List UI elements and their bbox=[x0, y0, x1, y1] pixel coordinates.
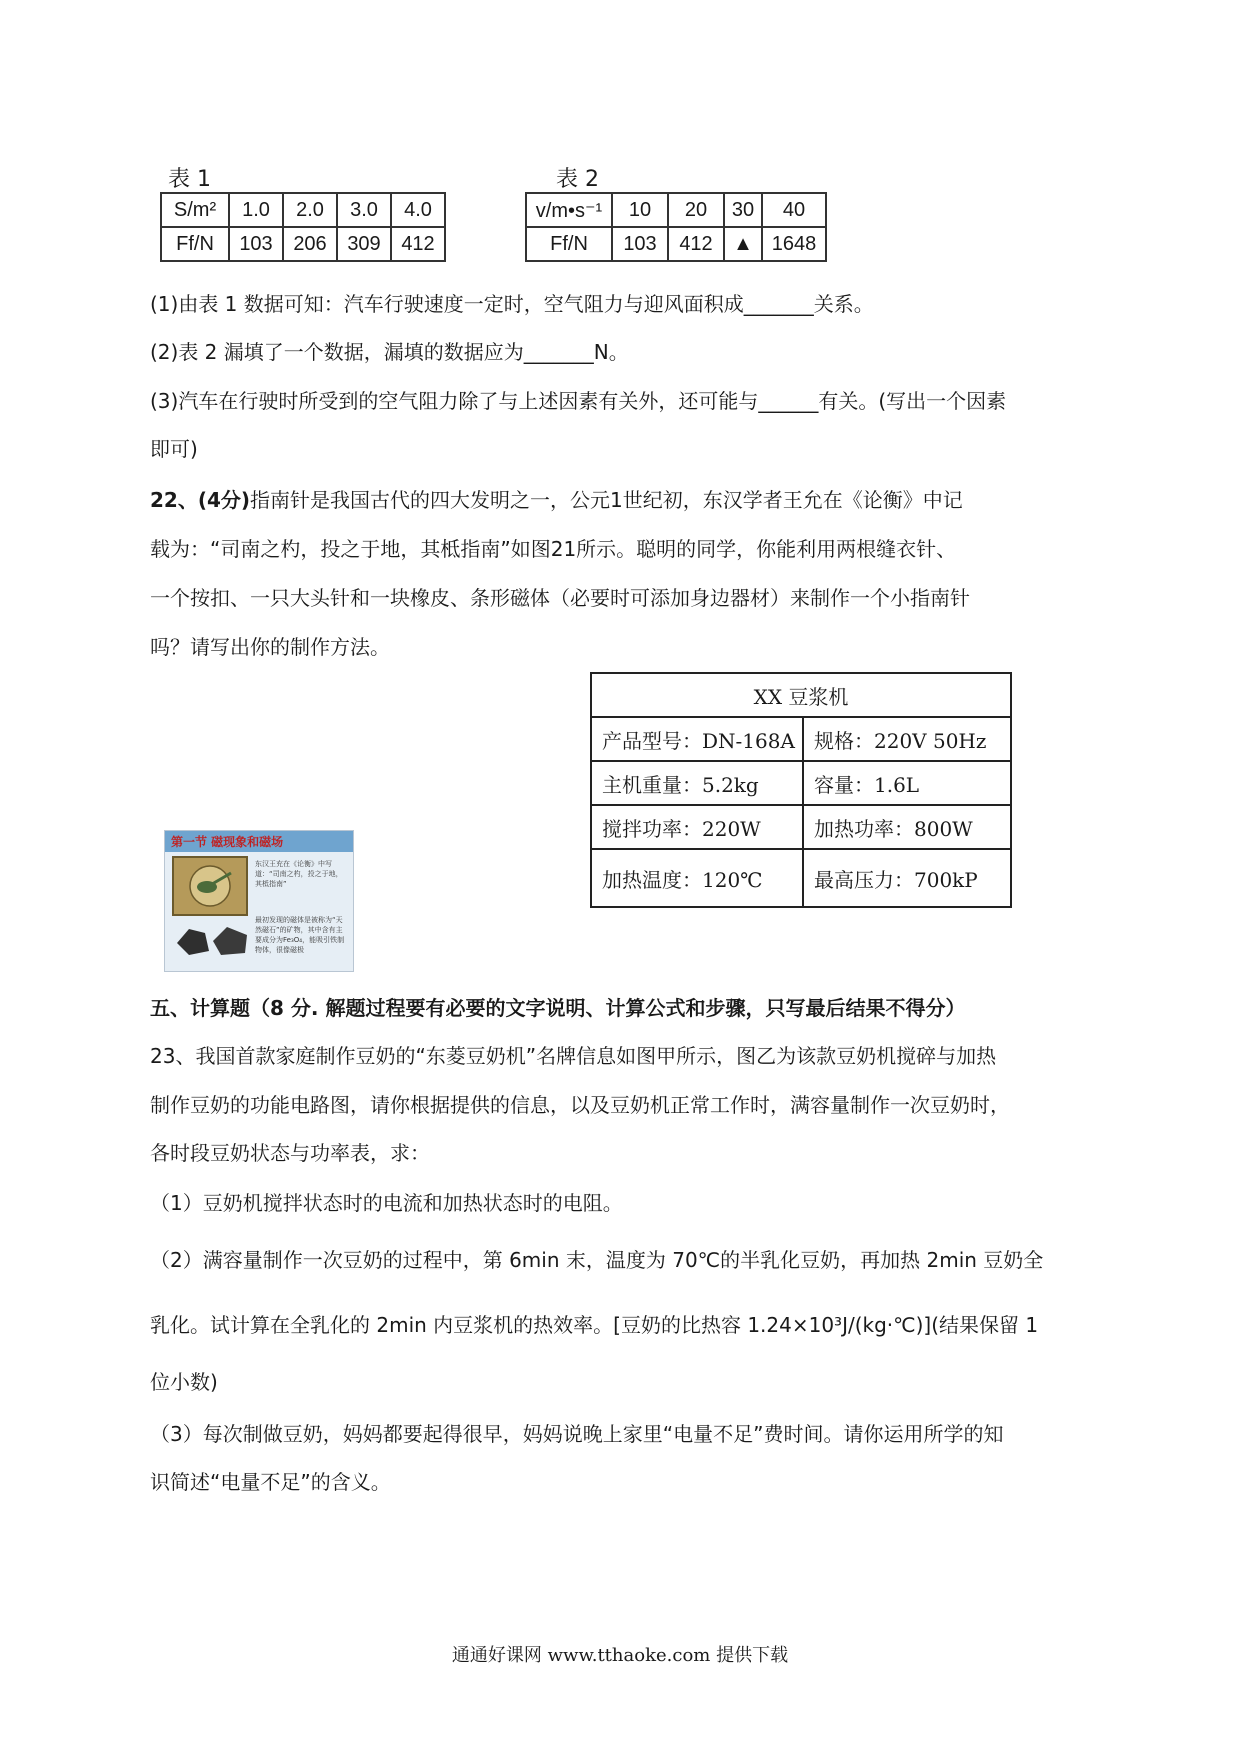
q21-part2: (2)表 2 漏填了一个数据，漏填的数据应为_______N。 bbox=[150, 340, 629, 364]
table-cell: 30 bbox=[724, 193, 762, 227]
q23-part1: （1）豆奶机搅拌状态时的电流和加热状态时的电阻。 bbox=[150, 1191, 623, 1215]
table-cell: 10 bbox=[612, 193, 668, 227]
table-cell: 4.0 bbox=[391, 193, 445, 227]
q21-part3-cont: 即可) bbox=[150, 437, 198, 461]
q22-line3: 一个按扣、一只大头针和一块橡皮、条形磁体（必要时可添加身边器材）来制作一个小指南针 bbox=[150, 586, 970, 610]
lodestone-icon bbox=[175, 923, 251, 959]
q22-line2: 载为：“司南之杓，投之于地，其柢指南”如图21所示。聪明的同学，你能利用两根缝衣针、 bbox=[150, 537, 957, 561]
q21-part3: (3)汽车在行驶时所受到的空气阻力除了与上述因素有关外，还可能与______有关。(写出一个因素 bbox=[150, 389, 1007, 413]
table-cell: 1648 bbox=[762, 227, 826, 261]
table-cell: Ff/N bbox=[161, 227, 229, 261]
missing-value-triangle: ▲ bbox=[724, 227, 762, 261]
table-row bbox=[161, 193, 445, 227]
section5-heading: 五、计算题（8 分. 解题过程要有必要的文字说明、计算公式和步骤，只写最后结果不得分） bbox=[150, 996, 966, 1020]
table-cell: 103 bbox=[612, 227, 668, 261]
table-cell: S/m² bbox=[161, 193, 229, 227]
table-cell: 2.0 bbox=[283, 193, 337, 227]
thumbnail-text-1: 东汉王充在《论衡》中写道：“司南之杓，投之于地，其柢指南” bbox=[255, 860, 343, 888]
table-cell: v/m•s⁻¹ bbox=[526, 193, 612, 227]
thumbnail-header: 第一节 磁现象和磁场 bbox=[165, 831, 353, 852]
q23-part2-end: 位小数) bbox=[150, 1370, 218, 1394]
q23-line3: 各时段豆奶状态与功率表，求： bbox=[150, 1141, 430, 1165]
table-row bbox=[591, 717, 1011, 761]
q22-heading: 22、(4分) bbox=[150, 488, 251, 512]
table-cell: 20 bbox=[668, 193, 724, 227]
table-cell: 产品型号：DN-168A bbox=[591, 717, 803, 761]
q22-line1 bbox=[150, 486, 963, 514]
compass-figure-thumbnail bbox=[164, 830, 354, 972]
table-cell: 加热功率：800W bbox=[803, 805, 1011, 849]
table2-caption: 表 2 bbox=[556, 167, 599, 192]
table-cell: 1.0 bbox=[229, 193, 283, 227]
table-cell: 412 bbox=[668, 227, 724, 261]
table-row bbox=[526, 227, 826, 261]
q23-line1: 23、我国首款家庭制作豆奶的“东菱豆奶机”名牌信息如图甲所示，图乙为该款豆奶机搅碎与加热 bbox=[150, 1044, 997, 1068]
table-row bbox=[161, 227, 445, 261]
table-row bbox=[591, 673, 1011, 717]
q23-part2-cont: 乳化。试计算在全乳化的 2min 内豆浆机的热效率。[豆奶的比热容 1.24×10³J/(kg·℃)](结果保留 1 bbox=[150, 1313, 1039, 1337]
q22-line4: 吗？请写出你的制作方法。 bbox=[150, 635, 390, 659]
q21-part1: (1)由表 1 数据可知：汽车行驶速度一定时，空气阻力与迎风面积成_______关系。 bbox=[150, 292, 874, 316]
spec-table-title: XX 豆浆机 bbox=[591, 673, 1011, 717]
table-cell: 容量：1.6L bbox=[803, 761, 1011, 805]
table2 bbox=[525, 192, 827, 262]
table-cell: 3.0 bbox=[337, 193, 391, 227]
table-cell: 规格：220V 50Hz bbox=[803, 717, 1011, 761]
table-cell: 加热温度：120℃ bbox=[591, 849, 803, 907]
table-cell: 412 bbox=[391, 227, 445, 261]
table-cell: 最高压力：700kP bbox=[803, 849, 1011, 907]
table-cell: 103 bbox=[229, 227, 283, 261]
table-row bbox=[591, 805, 1011, 849]
table-cell: 主机重量：5.2kg bbox=[591, 761, 803, 805]
table1 bbox=[160, 192, 446, 262]
table1-caption: 表 1 bbox=[168, 167, 211, 192]
table-row bbox=[591, 849, 1011, 907]
table-cell: 206 bbox=[283, 227, 337, 261]
q23-part3: （3）每次制做豆奶，妈妈都要起得很早，妈妈说晚上家里“电量不足”费时间。请你运用所学的知 bbox=[150, 1422, 1004, 1446]
thumbnail-text-2: 最初发现的磁体是被称为“天然磁石”的矿物，其中含有主要成分为Fe₃O₄，能吸引铁制物体，很像磁极 bbox=[255, 916, 345, 954]
table-cell: Ff/N bbox=[526, 227, 612, 261]
compass-spoon-icon bbox=[171, 855, 249, 917]
table-cell: 309 bbox=[337, 227, 391, 261]
page-footer: 通通好课网 www.tthaoke.com 提供下载 bbox=[451, 1645, 789, 1666]
table-cell: 搅拌功率：220W bbox=[591, 805, 803, 849]
q22-text: 指南针是我国古代的四大发明之一，公元1世纪初，东汉学者王允在《论衡》中记 bbox=[250, 488, 963, 512]
table-row bbox=[591, 761, 1011, 805]
table-cell: 40 bbox=[762, 193, 826, 227]
q23-part2: （2）满容量制作一次豆奶的过程中，第 6min 末，温度为 70℃的半乳化豆奶，再加热 2min 豆奶全 bbox=[150, 1248, 1044, 1272]
table-row bbox=[526, 193, 826, 227]
spec-table bbox=[590, 672, 1012, 908]
q23-line2: 制作豆奶的功能电路图，请你根据提供的信息，以及豆奶机正常工作时，满容量制作一次豆奶时， bbox=[150, 1093, 1010, 1117]
q23-part3-cont: 识简述“电量不足”的含义。 bbox=[150, 1470, 391, 1494]
